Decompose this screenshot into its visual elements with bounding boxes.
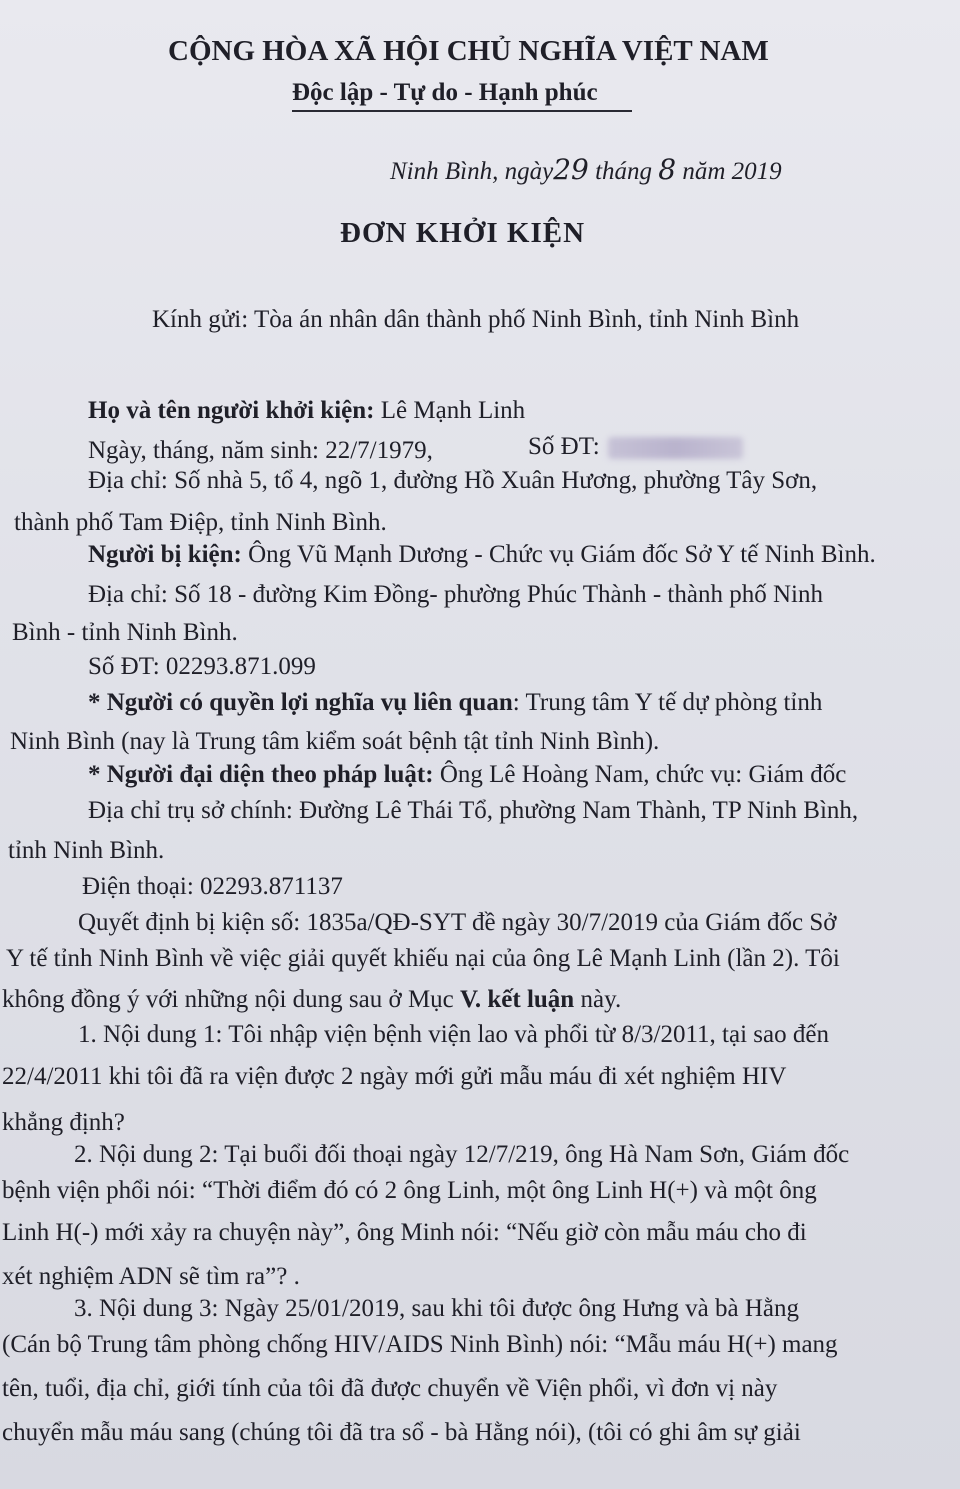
related-party-line bbox=[88, 688, 822, 718]
representative-text: Ông Lê Hoàng Nam, chức vụ: Giám đốc bbox=[433, 761, 847, 788]
item3-l4: chuyển mẫu máu sang (chúng tôi đã tra sổ - bà Hằng nói), (tôi có ghi âm sự giải bbox=[2, 1419, 801, 1446]
defendant-address-l2: Bình - tỉnh Ninh Bình. bbox=[12, 619, 238, 646]
representative-label: * Người đại diện theo pháp luật: bbox=[88, 761, 434, 788]
item3-l1: 3. Nội dung 3: Ngày 25/01/2019, sau khi tôi được ông Hưng và bà Hằng bbox=[74, 1295, 799, 1322]
related-party-label: * Người có quyền lợi nghĩa vụ liên quan bbox=[88, 689, 513, 716]
motto: Độc lập - Tự do - Hạnh phúc bbox=[292, 79, 598, 106]
date-month: 8 bbox=[658, 153, 677, 186]
plaintiff-name-label: Họ và tên người khởi kiện: bbox=[88, 397, 375, 424]
item1-l3: khẳng định? bbox=[2, 1109, 125, 1136]
item3-l2: (Cán bộ Trung tâm phòng chống HIV/AIDS Ninh Bình) nói: “Mẫu máu H(+) mang bbox=[2, 1331, 838, 1358]
related-party-text: : Trung tâm Y tế dự phòng tỉnh bbox=[512, 689, 823, 716]
plaintiff-dob: Ngày, tháng, năm sinh: 22/7/1979, bbox=[88, 437, 433, 464]
decision-l2: Y tế tỉnh Ninh Bình về việc giải quyết khiếu nại của ông Lê Mạnh Linh (lần 2). Tôi bbox=[6, 945, 840, 972]
document-title: ĐƠN KHỞI KIỆN bbox=[340, 217, 586, 249]
plaintiff-address-l2: thành phố Tam Điệp, tỉnh Ninh Bình. bbox=[14, 509, 387, 536]
decision-l3-text: không đồng ý với những nội dung sau ở Mục bbox=[2, 986, 461, 1013]
item2-l4: xét nghiệm ADN sẽ tìm ra”? . bbox=[2, 1263, 300, 1290]
decision-l3 bbox=[2, 985, 621, 1015]
defendant-address-l1: Địa chỉ: Số 18 - đường Kim Đồng- phường Phúc Thành - thành phố Ninh bbox=[88, 581, 823, 608]
item2-l2: bệnh viện phổi nói: “Thời điểm đó có 2 ông Linh, một ông Linh H(+) và một ông bbox=[2, 1177, 817, 1204]
plaintiff-phone-line bbox=[528, 432, 743, 462]
hq-address-l2: tỉnh Ninh Bình. bbox=[8, 837, 165, 864]
related-party-l2: Ninh Bình (nay là Trung tâm kiểm soát bệnh tật tỉnh Ninh Bình). bbox=[10, 728, 660, 755]
date-day: 29 bbox=[553, 153, 589, 186]
hq-address-l1: Địa chỉ trụ sở chính: Đường Lê Thái Tổ, phường Nam Thành, TP Ninh Bình, bbox=[88, 797, 859, 824]
item1-l1: 1. Nội dung 1: Tôi nhập viện bệnh viện lao và phổi từ 8/3/2011, tại sao đến bbox=[78, 1021, 829, 1048]
section-ref: V. kết luận bbox=[460, 986, 575, 1013]
defendant-name: Ông Vũ Mạnh Dương - Chức vụ Giám đốc Sở Y tế Ninh Bình. bbox=[248, 541, 876, 568]
item3-l3: tên, tuổi, địa chỉ, giới tính của tôi đã được chuyển về Viện phổi, vì đơn vị này bbox=[2, 1375, 778, 1402]
date-year: năm 2019 bbox=[682, 158, 782, 185]
plaintiff-name-line bbox=[88, 396, 525, 426]
decision-l3-end: này. bbox=[574, 986, 622, 1013]
motto-underline bbox=[292, 110, 632, 112]
defendant-line bbox=[88, 540, 876, 570]
plaintiff-dob-line bbox=[88, 436, 433, 466]
item1-l2: 22/4/2011 khi tôi đã ra viện được 2 ngày mới gửi mẫu máu đi xét nghiệm HIV bbox=[2, 1063, 787, 1090]
related-phone: Điện thoại: 02293.871137 bbox=[82, 873, 343, 900]
representative-line bbox=[88, 760, 846, 790]
plaintiff-address-l1: Địa chỉ: Số nhà 5, tổ 4, ngõ 1, đường Hồ Xuân Hương, phường Tây Sơn, bbox=[88, 467, 818, 494]
item2-l3: Linh H(-) mới xảy ra chuyện này”, ông Minh nói: “Nếu giờ còn mẫu máu cho đi bbox=[2, 1219, 807, 1246]
nation-heading: CỘNG HÒA XÃ HỘI CHỦ NGHĨA VIỆT NAM bbox=[168, 35, 769, 67]
date-place: Ninh Bình, ngày bbox=[390, 158, 554, 185]
date-line bbox=[390, 155, 782, 187]
addressee: Kính gửi: Tòa án nhân dân thành phố Ninh Bình, tỉnh Ninh Bình bbox=[152, 306, 800, 333]
item2-l1: 2. Nội dung 2: Tại buổi đối thoại ngày 12/7/219, ông Hà Nam Sơn, Giám đốc bbox=[74, 1141, 850, 1168]
plaintiff-name: Lê Mạnh Linh bbox=[380, 397, 526, 424]
date-month-label: tháng bbox=[595, 158, 653, 185]
defendant-label: Người bị kiện: bbox=[88, 541, 242, 568]
decision-l1: Quyết định bị kiện số: 1835a/QĐ-SYT đề ngày 30/7/2019 của Giám đốc Sở bbox=[78, 909, 837, 936]
defendant-phone: Số ĐT: 02293.871.099 bbox=[88, 653, 316, 680]
plaintiff-phone-label: Số ĐT: bbox=[528, 433, 600, 460]
redacted-phone bbox=[608, 437, 743, 459]
